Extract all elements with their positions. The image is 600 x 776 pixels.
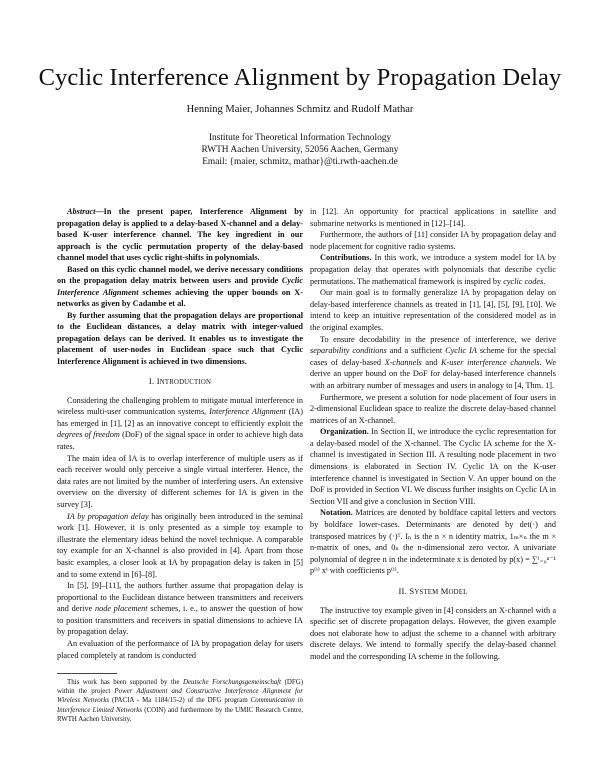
paper-title: Cyclic Interference Alignment by Propagation Delay: [38, 64, 562, 91]
abstract-paragraph-2: Based on this cyclic channel model, we derive necessary conditions on the propagation delay matrix between users and provide Cyclic Interference Alignment schemes achieving the upper bounds on X-networks as given by Cadambe et al.: [57, 264, 303, 308]
intro-paragraph-1: Considering the challenging problem to mitigate mutual interference in wireless multi-user communication systems, Interference Alignment (IA) has emerged in [1], [2] as an innovative concept to efficiently exploit the degrees of freedom (DoF) of the signal space in order to achieve high data rates.: [57, 395, 304, 451]
organization-heading: Organization.: [320, 427, 369, 437]
contributions-paragraph: Contributions. In this work, we introduce a system model for IA by propagation delay that operates with polynomials that describe cyclic permutations. The mathematical framework is inspired by cyclic codes.: [310, 253, 556, 286]
node-placement-paragraph: Furthermore, we present a solution for node placement of four users in 2-dimensional Euclidean space to realize the discrete delay-based channel matrices of an X-channel.: [310, 392, 556, 425]
right-paragraph-1: in [12]. An opportunity for practical applications in satellite and submarine networks is mentioned in [12]–[14].: [310, 207, 556, 228]
section-heading-introduction: I. INTRODUCTION: [148, 376, 212, 386]
left-column: [57, 206, 303, 724]
affiliation-line-1: Institute for Theoretical Information Technology: [208, 133, 392, 143]
notation-paragraph: Notation. Matrices are denoted by boldface capital letters and vectors by boldface lower-cases. Determinants are denoted by det(·) and transposed matrices by (·)ᵀ. Iₙ is the n × n identity matrix, 1ₘ×ₙ the m × n-matrix of ones, and 0ₙ the n-dimensional zero vector. A univariate polynomial of degree n in the indeterminate x is denoted by p(x) = ∑ⁱ₌₀ⁿ⁻¹ p⁽ⁱ⁾ xⁱ with coefficients p⁽ⁱ⁾.: [310, 508, 556, 576]
decodability-paragraph: To ensure decodability in the presence of interference, we derive separability conditions and a sufficient Cyclic IA scheme for the special cases of delay-based X-channels and K-user interference channels. We derive an upper bound on the DoF for delay-based interference channels with an arbitrary number of messages and users in analogy to [4, Thm. 1].: [310, 334, 556, 390]
intro-paragraph-5: An evaluation of the performance of IA by propagation delay for users placed completely at random is conducted: [57, 639, 303, 660]
right-paragraph-2: Furthermore, the authors of [11] consider IA by propagation delay and node placement for cognitive radio systems.: [310, 230, 556, 251]
intro-paragraph-3: IA by propagation delay has originally been introduced in the seminal work [1]. However, it is only presented as a simple toy example to illustrate the elementary ideas behind the novel technique. A comparable toy example for an X-channel is also provided in [4]. Apart from those basic examples, a closer look at IA by propagation delay is taken in [5] and to some extend in [6]–[8].: [57, 511, 303, 579]
intro-paragraph-4: In [5], [9]–[11], the authors further assume that propagation delay is proportional to the Euclidean distance between transmitters and receivers and derive node placement schemes, i. e., to answer the question of how to position transmitters and receivers in spatial dimensions to achieve IA by propagation delay.: [57, 581, 303, 637]
affiliation-line-2: RWTH Aachen University, 52056 Aachen, Germany: [201, 145, 399, 155]
affiliation: [0, 132, 600, 168]
notation-heading: Notation.: [320, 508, 353, 518]
organization-paragraph: Organization. In Section II, we introduce the cyclic representation for a delay-based model of the X-channel. The Cyclic IA scheme for the X-channel is investigated in Section III. A resulting node placement in two dimensions is elaborated in Section IV. Cyclic IA on the K-user interference channel is investigated in Section V. An upper bound on the DoF is provided in Section VI. We discuss further insights on Cyclic IA in Section VII and give a conclusion in Section VIII.: [310, 427, 556, 506]
abstract-paragraph-1: Abstract—In the present paper, Interference Alignment by propagation delay is applied to a delay-based X-channel and a delay-based K-user interference channel. The key ingredient in our approach is the cyclic permutation property of the delay-based channel model that uses cyclic right-shifts in polynomials.: [57, 207, 303, 262]
abstract-paragraph-3: By further assuming that the propagation delays are proportional to the Euclidean distances, a delay matrix with integer-valued propagation delays can be derived. It enables us to investigate the placement of user-nodes in Euclidean space such that Cyclic Interference Alignment is achieved in two dimensions.: [57, 310, 303, 366]
abstract-label: Abstract: [67, 207, 96, 216]
system-model-paragraph-1: The instructive toy example given in [4] considers an X-channel with a specific set of discrete propagation delays. However, the given example does not elaborate how to adjust the scheme to a channel with arbitrary discrete delays. We intend to formally specify the delay-based channel model and the corresponding IA scheme in the following.: [310, 605, 556, 661]
goal-paragraph: Our main goal is to formally generalize IA by propagation delay on delay-based interference channels as treated in [1], [4], [5], [9], [10]. We intend to keep an intuitive representation of the considered model as in the original examples.: [310, 288, 556, 332]
contributions-heading: Contributions.: [320, 253, 372, 263]
section-heading-system-model: II. SYSTEM MODEL: [398, 586, 468, 596]
authors: Henning Maier, Johannes Schmitz and Rudolf Mathar: [186, 104, 414, 115]
footnote-rule: [57, 673, 117, 674]
right-column: [310, 206, 556, 663]
footnote: This work has been supported by the Deutsche Forschungsgemeinschaft (DFG) within the project Power Adjustment and Constructive Interference Alignment for Wireless Networks (PACIA - Ma 1184/15-2) of the DFG program Communication in Interference Limited Networks (COIN) and furthermore by the UMIC Research Centre, RWTH Aachen University.: [57, 679, 303, 723]
affiliation-email: Email: {maier, schmitz, mathar}@ti.rwth-aachen.de: [202, 157, 398, 167]
intro-paragraph-2: The main idea of IA is to overlap interference of multiple users as if each receiver would only perceive a single virtual interferer. Hence, the data rates are not limited by the number of interfering users. An extensive overview on the diversity of different schemes for IA is given in the survey [3].: [57, 453, 303, 509]
